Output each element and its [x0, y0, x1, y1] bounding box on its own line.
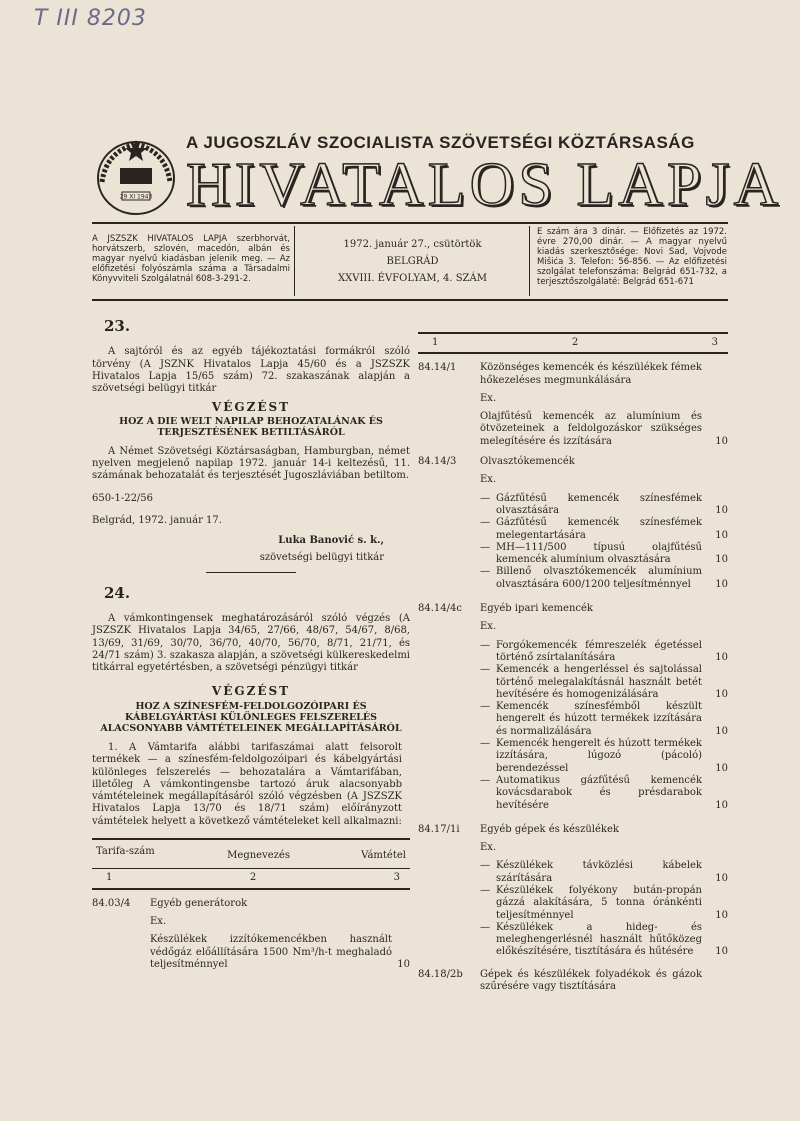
- table-row: [92, 898, 410, 910]
- tariff-description: Egyéb generátorok: [150, 897, 248, 909]
- tariff-description: Olvasztókemencék: [480, 456, 575, 468]
- decree-subheading: HOZ A DIE WELT NAPILAP BEHOZATALÁNAK ÉS TERJESZTÉSÉNEK BETILTÁSÁRÓL: [119, 415, 383, 438]
- table-row: [418, 603, 728, 615]
- decree-heading: VÉGZÉST: [211, 400, 291, 415]
- issue-city: BELGRÁD: [386, 256, 439, 267]
- decree-preamble: A sajtóról és az egyéb tájékoztatási formákról szóló törvény (A JSZNK Hivatalos Lapja 45/60 és a JSZSZK Hivatalos Lapja 15/65 szám) 72. szakaszának alapján a szövetségi belügyi titkár: [92, 346, 410, 395]
- col-number-2: 2: [571, 337, 579, 348]
- col-number-1: 1: [432, 337, 439, 348]
- section-divider: [206, 572, 296, 573]
- table-row: [418, 885, 728, 922]
- issue-date: 1972. január 27., csütörtök: [343, 239, 482, 250]
- decree-body: A Német Szövetségi Köztársaságban, Hamburgban, német nyelven megjelenő napilap 1972. január 14-i keltezésű, 11. számának behozatalát és terjesztését Jugoszláviában betiltom.: [92, 445, 410, 482]
- table-row: [418, 362, 728, 387]
- table-row: [418, 664, 728, 701]
- table-row: [418, 860, 728, 885]
- tariff-rate: 10: [715, 946, 728, 958]
- tariff-rate: 10: [715, 909, 728, 921]
- table-row: [418, 640, 728, 665]
- col-vamtetel-header: Vámtétel: [361, 850, 406, 862]
- tariff-description: Gépek és készülékek folyadékok és gázok szűrésére vagy tisztítására: [480, 968, 702, 993]
- tariff-ex: Ex.: [480, 621, 497, 633]
- decree-preamble: A vámkontingensek meghatározásáról szóló végzés (A JSZSZK Hivatalos Lapja 34/65, 27/66, 48/67, 54/67, 8/68, 13/69, 31/69, 30/70, 36/70, 40/70, 56/70, 8/71, 21/71, és 24/71 szám) 3. szakasza alapján, a szövetségi külkereskedelmi titkárral egyetértésben, a szövetségi pénzügyi titkár: [92, 613, 410, 674]
- issue-volume: XXVIII. ÉVFOLYAM, 4. SZÁM: [338, 273, 487, 284]
- publication-info: A JSZSZK HIVATALOS LAPJA szerbhorvát, horvátszerb, szlovén, macedón, albán és magyar nyelvű kiadásban jelenik meg. — Az előfizetési folyószámla száma a Társadalmi Könyvviteli Szolgálatnál 608-3-291-2.: [92, 234, 290, 284]
- tariff-rate: 10: [715, 529, 728, 541]
- table-column-numbers: [92, 869, 410, 887]
- right-column: [418, 332, 728, 993]
- col-tarifa-header: Tarifa-szám: [96, 846, 155, 858]
- col-number-3: 3: [711, 337, 718, 348]
- table-row: [418, 456, 728, 468]
- signatory: Luka Banović s. k.,: [278, 535, 384, 547]
- tariff-ex: Ex.: [150, 915, 167, 927]
- tariff-item: — Gázfűtésű kemencék színesfémek olvasztására: [480, 493, 702, 518]
- table-row: [418, 824, 728, 836]
- tariff-ex: Ex.: [480, 474, 497, 486]
- tariff-rate: 10: [715, 554, 728, 566]
- tariff-rate: 10: [397, 958, 410, 970]
- left-column: [92, 317, 410, 971]
- tariff-item: — Kemencék a hengerléssel és sajtolással történő melegalakításnál használt betét hevítésére és homogenizálására: [480, 664, 702, 701]
- tariff-rate: 10: [715, 504, 728, 516]
- masthead-title: HIVATALOS LAPJA: [186, 151, 783, 219]
- tariff-item: — Készülékek távközlési kábelek szárítására: [480, 860, 702, 885]
- tariff-code: 84.18/2b: [418, 968, 463, 980]
- table-row: [418, 775, 728, 812]
- tariff-ex: Ex.: [480, 392, 497, 404]
- tariff-rate: 10: [715, 578, 728, 590]
- table-header: [92, 840, 410, 868]
- col-number-1: 1: [106, 872, 113, 884]
- tariff-rate: 10: [715, 762, 728, 774]
- state-emblem-icon: [92, 132, 180, 220]
- tariff-code: 84.14/4c: [418, 603, 462, 615]
- tariff-item: — Kemencék hengerelt és húzott termékek izzítására, lúgozó (pácoló) berendezéssel: [480, 738, 702, 775]
- table-row: [418, 922, 728, 959]
- masthead-subtitle: A JUGOSZLÁV SZOCIALISTA SZÖVETSÉGI KÖZTÁRSASÁG: [186, 133, 695, 152]
- tariff-description: Közönséges kemencék és készülékek fémek hőkezeléses megmunkálására: [480, 362, 702, 386]
- tariff-code: 84.03/4: [92, 897, 131, 909]
- decree-number: 23.: [104, 317, 131, 335]
- tariff-item: — Készülékek folyékony bután-propán gázzá alakítására, 5 tonna óránkénti teljesítménnyel: [480, 885, 702, 922]
- decree-date: Belgrád, 1972. január 17.: [92, 514, 222, 526]
- table-row: [418, 411, 728, 448]
- table-row: [418, 493, 728, 518]
- price-info: E szám ára 3 dinár. — Előfizetés az 1972. évre 270,00 dinár. — A magyar nyelvű kiadás szerkesztősége: Novi Sad, Vojvode Mišića 3. Telefon: 56-856. — Az előfizetési szolgálat telefonszáma: Belgrád 651-732, a terjesztőszolgálaté: Belgrád 651-671: [537, 227, 727, 287]
- tariff-description: Egyéb ipari kemencék: [480, 603, 593, 615]
- issue-info: [300, 236, 525, 287]
- signature-title: szövetségi belügyi titkár: [259, 551, 384, 563]
- tariff-item: — Forgókemencék fémreszelék égetéssel történő zsírtalanítására: [480, 640, 702, 665]
- emblem-date-text: 29 XI 1943: [119, 193, 153, 201]
- tariff-rate: 10: [715, 688, 728, 700]
- table-row: [418, 542, 728, 567]
- tariff-description: Egyéb gépek és készülékek: [480, 823, 619, 835]
- tariff-code: 84.17/1i: [418, 823, 460, 835]
- tariff-item: — MH—111/500 típusú olajfűtésű kemencék alumínium olvasztására: [480, 542, 702, 567]
- decree-reference: 650-1-22/56: [92, 492, 154, 504]
- tariff-rate: 10: [715, 872, 728, 884]
- table-column-numbers: [418, 334, 728, 352]
- tariff-rate: 10: [715, 799, 728, 811]
- decree-heading: VÉGZÉST: [211, 683, 291, 698]
- col-number-3: 3: [393, 872, 400, 884]
- tariff-item: — Kemencék színesfémből készült hengerelt és húzott termékek izzítására és normalizálására: [480, 701, 702, 738]
- decree-body: 1. A Vámtarifa alábbi tarifaszámai alatt felsorolt termékek — a színesfém-feldolgozóipari és kábelgyártási különleges felszerelés — behozatalára a Vámtarifában, illetőleg A vámkontingensbe tartozó áruk alacsonyabb vámtételeinek megállapításáról szóló végzésben (A JSZSZK Hivatalos Lapja 13/70 és 18/71 szám) előírányzott vámtételek helyett a következő vámtételeket kell alkalmazni:: [92, 741, 402, 827]
- signature-name: [92, 535, 410, 547]
- col-number-2: 2: [249, 872, 257, 884]
- info-divider-right: [529, 226, 530, 296]
- tariff-item: — Készülékek a hideg- és meleghengerlésnél használt hűtőközeg előkészítésére, tisztítására és hűtésére: [480, 922, 702, 959]
- table-row: [92, 934, 410, 971]
- tariff-ex: Ex.: [480, 842, 497, 854]
- decree-subheading: HOZ A SZÍNESFÉM-FELDOLGOZÓIPARI ÉS KÁBELGYÁRTÁSI KÜLÖNLEGES FELSZERELÉS ALACSONYABB VÁMTÉTELEINEK MEGÁLLAPÍTÁSÁRÓL: [100, 700, 402, 734]
- tariff-item: — Gázfűtésű kemencék színesfémek melegentartására: [480, 517, 702, 542]
- table-row: [418, 738, 728, 775]
- tariff-item: — Automatikus gázfűtésű kemencék kovácsdarabok és présdarabok hevítésére: [480, 775, 702, 812]
- header-bottom-rule: [92, 299, 728, 301]
- tariff-item: Készülékek izzítókemencékben használt védőgáz előállítására 1500 Nm³/h-t meghaladó teljesítménnyel: [150, 934, 392, 970]
- table-rule: [92, 888, 410, 890]
- table-row: [418, 969, 728, 994]
- tariff-rate: 10: [715, 435, 728, 447]
- masthead-rule: [92, 222, 728, 224]
- table-rule: [418, 352, 728, 354]
- tariff-rate: 10: [715, 651, 728, 663]
- tariff-rate: 10: [715, 725, 728, 737]
- tariff-code: 84.14/3: [418, 456, 457, 468]
- tariff-code: 84.14/1: [418, 362, 457, 374]
- col-megnevezes-header: Megnevezés: [227, 850, 290, 862]
- tariff-item: Olajfűtésű kemencék az alumínium és ötvözeteinek a feldolgozáskor szükséges melegítésére és izzítására: [480, 411, 702, 447]
- table-row: [418, 701, 728, 738]
- table-row: [418, 517, 728, 542]
- info-divider-left: [294, 226, 295, 296]
- table-row: [418, 566, 728, 591]
- decree-number: 24.: [104, 583, 131, 602]
- archive-handwritten-note: T III 8203: [34, 6, 147, 31]
- tariff-item: — Billenő olvasztókemencék alumínium olvasztására 600/1200 teljesítménnyel: [480, 566, 702, 591]
